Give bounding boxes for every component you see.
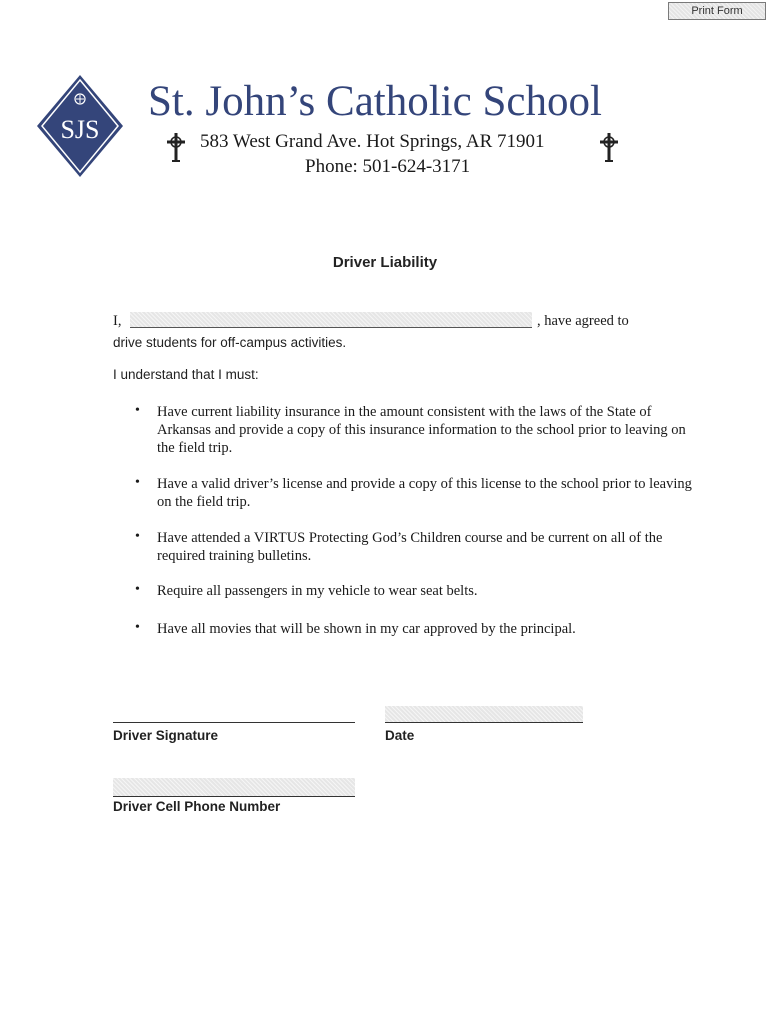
school-logo [36, 74, 124, 178]
driver-name-input[interactable] [130, 312, 532, 328]
list-item: Have all movies that will be shown in my car approved by the principal. [157, 621, 576, 637]
driver-cell-phone-label: Driver Cell Phone Number [113, 799, 281, 814]
logo-text: SJS [60, 115, 100, 144]
intro-line-2: drive students for off-campus activities. [113, 335, 347, 350]
understand-heading: I understand that I must: [113, 367, 259, 382]
school-address: 583 West Grand Ave. Hot Springs, AR 71901 [200, 131, 545, 152]
print-form-button[interactable]: Print Form [668, 2, 766, 20]
list-item: Have attended a VIRTUS Protecting God’s Children course and be current on all of the required training bulletins. [157, 530, 663, 564]
driver-signature-line [113, 706, 355, 723]
list-item: Have current liability insurance in the amount consistent with the laws of the State of Arkansas and provide a copy of this insurance information to the school prior to leaving on the field trip. [157, 404, 686, 456]
bullet-icon: • [135, 582, 140, 597]
document-title: Driver Liability [332, 254, 438, 271]
date-input[interactable] [385, 706, 583, 723]
intro-suffix: , have agreed to [537, 313, 629, 329]
list-item: Have a valid driver’s license and provide a copy of this license to the school prior to leaving on the field trip. [157, 476, 692, 510]
bullet-icon: • [135, 403, 140, 418]
celtic-cross-icon [165, 132, 187, 162]
celtic-cross-icon [598, 132, 620, 162]
bullet-icon: • [135, 475, 140, 490]
driver-cell-phone-input[interactable] [113, 778, 355, 797]
bullet-icon: • [135, 529, 140, 544]
list-item: Require all passengers in my vehicle to wear seat belts. [157, 583, 478, 599]
driver-signature-label: Driver Signature [113, 728, 219, 743]
intro-prefix: I, [113, 313, 122, 329]
school-phone: Phone: 501-624-3171 [305, 156, 471, 177]
bullet-icon: • [135, 620, 140, 635]
date-label: Date [385, 728, 415, 743]
school-name: St. John’s Catholic School [148, 78, 602, 125]
